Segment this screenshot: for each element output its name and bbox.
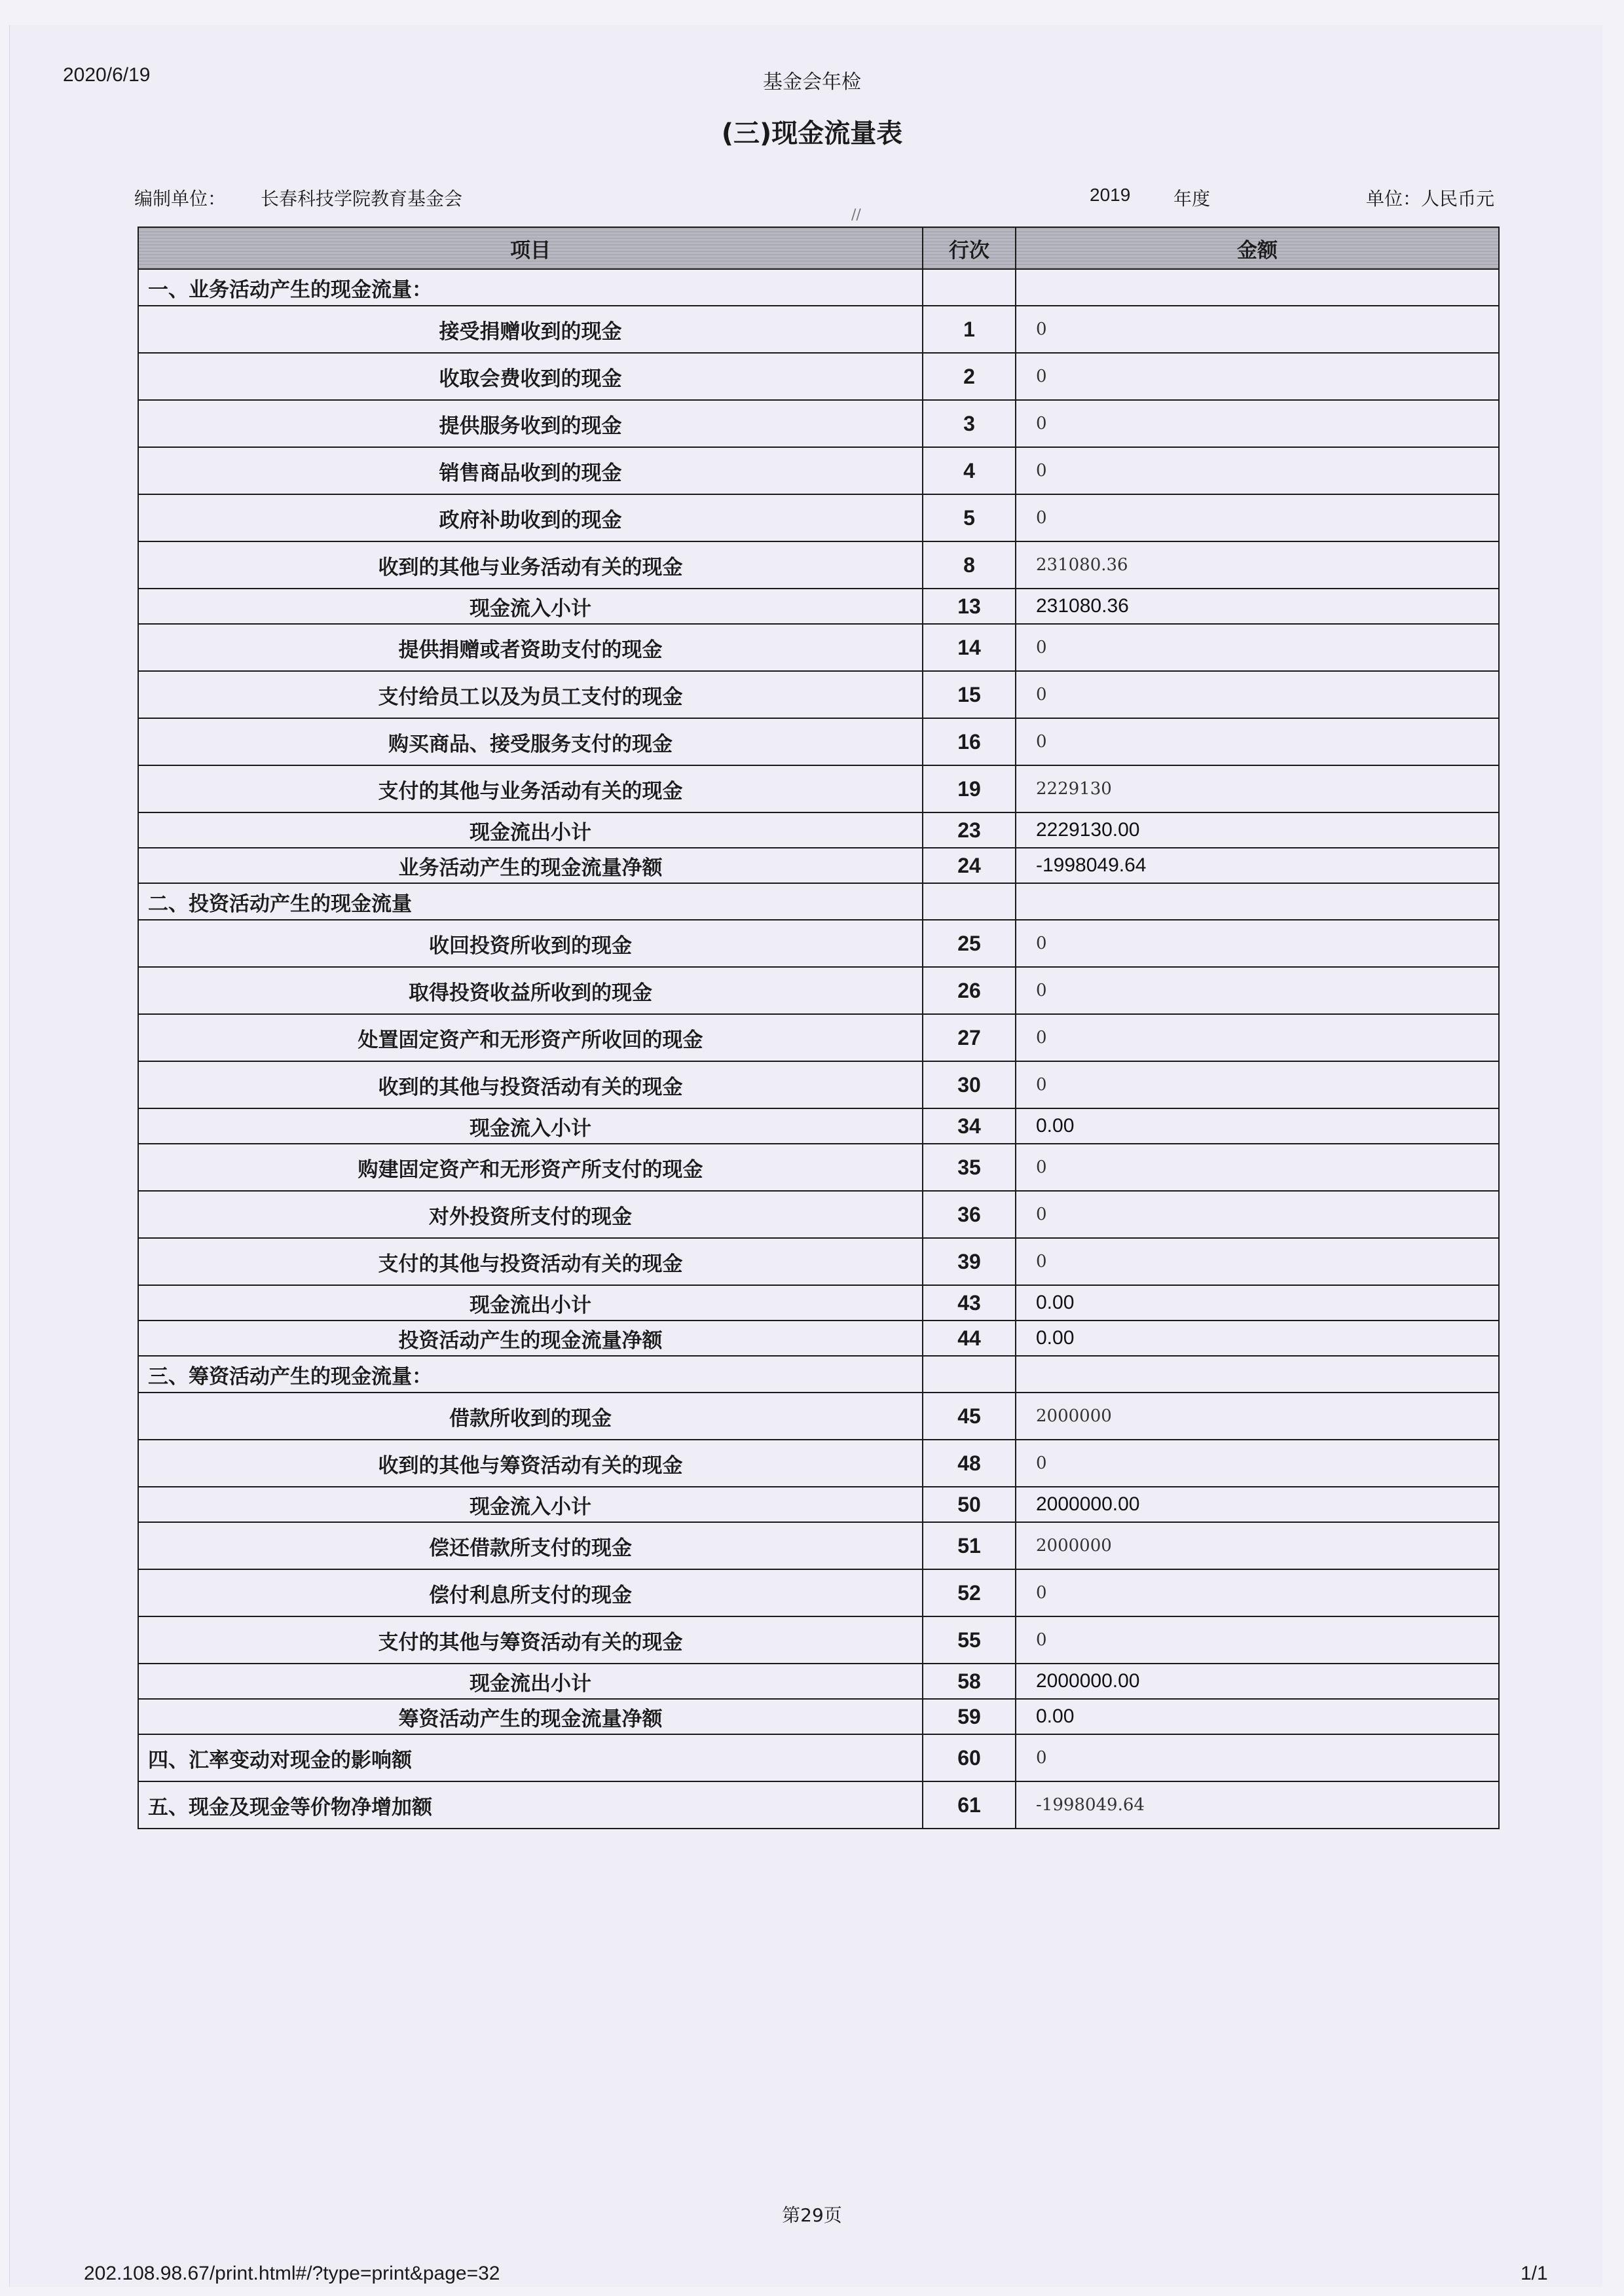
amount-value: 0 [1016,967,1499,1014]
item-label: 支付的其他与筹资活动有关的现金 [138,1616,923,1664]
line-number: 60 [923,1734,1016,1781]
amount-value [1016,1356,1499,1393]
section-heading: 四、汇率变动对现金的影响额 [138,1734,923,1781]
table-row [138,447,1499,494]
line-number: 39 [923,1238,1016,1285]
line-number: 45 [923,1393,1016,1440]
item-label: 购买商品、接受服务支付的现金 [138,718,923,765]
item-label: 提供服务收到的现金 [138,400,923,447]
line-number: 44 [923,1321,1016,1356]
item-label: 现金流出小计 [138,1285,923,1321]
table-row [138,1238,1499,1285]
line-number: 25 [923,920,1016,967]
line-number: 1 [923,306,1016,353]
table-row [138,624,1499,671]
item-label: 现金流出小计 [138,812,923,848]
amount-value: 0 [1016,671,1499,718]
item-label: 取得投资收益所收到的现金 [138,967,923,1014]
table-row [138,1356,1499,1393]
print-date: 2020/6/19 [63,64,151,86]
item-label: 现金流入小计 [138,1487,923,1522]
line-number: 3 [923,400,1016,447]
amount-value: 2000000 [1016,1522,1499,1569]
item-label: 提供捐赠或者资助支付的现金 [138,624,923,671]
item-label: 现金流入小计 [138,1108,923,1144]
report-title: (三)现金流量表 [721,118,903,149]
table-row [138,1014,1499,1061]
report-year: 2019 [1090,185,1131,205]
table-row [138,718,1499,765]
amount-value: 0 [1016,1616,1499,1664]
amount-value: 231080.36 [1016,589,1499,624]
item-label: 筹资活动产生的现金流量净额 [138,1699,923,1734]
line-number: 48 [923,1440,1016,1487]
line-number: 2 [923,353,1016,400]
header-item: 项目 [138,227,923,269]
item-label: 投资活动产生的现金流量净额 [138,1321,923,1356]
line-number: 58 [923,1664,1016,1699]
table-row [138,1664,1499,1699]
amount-value: 0 [1016,1014,1499,1061]
header-line: 行次 [923,227,1016,269]
table-row [138,1108,1499,1144]
amount-value: -1998049.64 [1016,848,1499,883]
table-row [138,1191,1499,1238]
section-heading: 五、现金及现金等价物净增加额 [138,1781,923,1829]
table-row [138,1616,1499,1664]
item-label: 支付的其他与投资活动有关的现金 [138,1238,923,1285]
item-label: 接受捐赠收到的现金 [138,306,923,353]
amount-value: 0 [1016,447,1499,494]
line-number: 27 [923,1014,1016,1061]
amount-value: 0 [1016,306,1499,353]
line-number: 52 [923,1569,1016,1616]
item-label: 对外投资所支付的现金 [138,1191,923,1238]
org-label: 编制单位： [134,188,227,210]
item-label: 收取会费收到的现金 [138,353,923,400]
line-number: 35 [923,1144,1016,1191]
amount-value: 231080.36 [1016,541,1499,589]
line-number: 26 [923,967,1016,1014]
line-number: 19 [923,765,1016,812]
table-row [138,306,1499,353]
table-row [138,1734,1499,1781]
item-label: 收到的其他与筹资活动有关的现金 [138,1440,923,1487]
amount-value: 0.00 [1016,1321,1499,1356]
line-number: 51 [923,1522,1016,1569]
line-number: 50 [923,1487,1016,1522]
amount-value: 0.00 [1016,1108,1499,1144]
table-row [138,671,1499,718]
item-label: 业务活动产生的现金流量净额 [138,848,923,883]
amount-value: 0 [1016,1191,1499,1238]
table-row [138,541,1499,589]
item-label: 偿付利息所支付的现金 [138,1569,923,1616]
amount-value: 2000000.00 [1016,1487,1499,1522]
table-row [138,1440,1499,1487]
amount-value: 0 [1016,353,1499,400]
line-number [923,883,1016,920]
section-heading: 三、筹资活动产生的现金流量： [138,1356,923,1393]
line-number: 34 [923,1108,1016,1144]
item-label: 处置固定资产和无形资产所收回的现金 [138,1014,923,1061]
header-amount: 金额 [1016,227,1499,269]
section-heading: 一、业务活动产生的现金流量： [138,269,923,306]
report-year-unit: 年度 [1173,188,1211,210]
section-heading: 二、投资活动产生的现金流量 [138,883,923,920]
line-number: 24 [923,848,1016,883]
amount-value: 2229130 [1016,765,1499,812]
amount-value: 0 [1016,624,1499,671]
table-row [138,848,1499,883]
line-number [923,269,1016,306]
amount-value: 0 [1016,718,1499,765]
amount-value: 0 [1016,494,1499,541]
table-row [138,1522,1499,1569]
line-number: 8 [923,541,1016,589]
line-number: 55 [923,1616,1016,1664]
table-row [138,269,1499,306]
table-row [138,812,1499,848]
table-row [138,1285,1499,1321]
amount-value [1016,883,1499,920]
table-row [138,400,1499,447]
amount-value: 0 [1016,1734,1499,1781]
table-row [138,1781,1499,1829]
table-row [138,883,1499,920]
amount-value: 0 [1016,1238,1499,1285]
item-label: 现金流入小计 [138,589,923,624]
cash-flow-table [138,227,1500,1829]
amount-value: 0 [1016,1144,1499,1191]
table-row [138,1321,1499,1356]
amount-value: 2000000 [1016,1393,1499,1440]
item-label: 借款所收到的现金 [138,1393,923,1440]
amount-value: 2229130.00 [1016,812,1499,848]
item-label: 收回投资所收到的现金 [138,920,923,967]
table-row [138,1061,1499,1108]
print-page-count: 1/1 [1521,2263,1548,2284]
item-label: 收到的其他与业务活动有关的现金 [138,541,923,589]
amount-value: 0 [1016,920,1499,967]
table-body [138,269,1499,1829]
table-row [138,589,1499,624]
page-number: 第29页 [782,2204,842,2226]
item-label: 购建固定资产和无形资产所支付的现金 [138,1144,923,1191]
cash-flow-table-container [138,227,1498,1829]
line-number: 61 [923,1781,1016,1829]
line-number: 23 [923,812,1016,848]
item-label: 收到的其他与投资活动有关的现金 [138,1061,923,1108]
scan-mark: // [851,207,861,223]
table-row [138,1144,1499,1191]
amount-value: 0 [1016,1569,1499,1616]
line-number: 30 [923,1061,1016,1108]
line-number: 16 [923,718,1016,765]
amount-value: 2000000.00 [1016,1664,1499,1699]
item-label: 偿还借款所支付的现金 [138,1522,923,1569]
table-row [138,1699,1499,1734]
line-number: 36 [923,1191,1016,1238]
line-number: 59 [923,1699,1016,1734]
table-row [138,1487,1499,1522]
table-row [138,765,1499,812]
print-url: 202.108.98.67/print.html#/?type=print&page=32 [84,2263,500,2284]
line-number: 13 [923,589,1016,624]
table-row [138,494,1499,541]
line-number: 14 [923,624,1016,671]
item-label: 支付的其他与业务活动有关的现金 [138,765,923,812]
currency-unit: 单位：人民币元 [1366,188,1495,210]
amount-value: 0 [1016,1061,1499,1108]
line-number: 15 [923,671,1016,718]
table-row [138,967,1499,1014]
amount-value: 0.00 [1016,1285,1499,1321]
table-row [138,920,1499,967]
print-header-title: 基金会年检 [763,71,861,94]
org-name: 长春科技学院教育基金会 [261,188,463,210]
item-label: 政府补助收到的现金 [138,494,923,541]
item-label: 支付给员工以及为员工支付的现金 [138,671,923,718]
item-label: 现金流出小计 [138,1664,923,1699]
line-number: 43 [923,1285,1016,1321]
amount-value: 0 [1016,400,1499,447]
line-number [923,1356,1016,1393]
item-label: 销售商品收到的现金 [138,447,923,494]
table-row [138,353,1499,400]
amount-value [1016,269,1499,306]
line-number: 4 [923,447,1016,494]
line-number: 5 [923,494,1016,541]
amount-value: 0.00 [1016,1699,1499,1734]
table-row [138,1569,1499,1616]
amount-value: 0 [1016,1440,1499,1487]
table-row [138,1393,1499,1440]
amount-value: -1998049.64 [1016,1781,1499,1829]
table-header-row [138,227,1499,269]
